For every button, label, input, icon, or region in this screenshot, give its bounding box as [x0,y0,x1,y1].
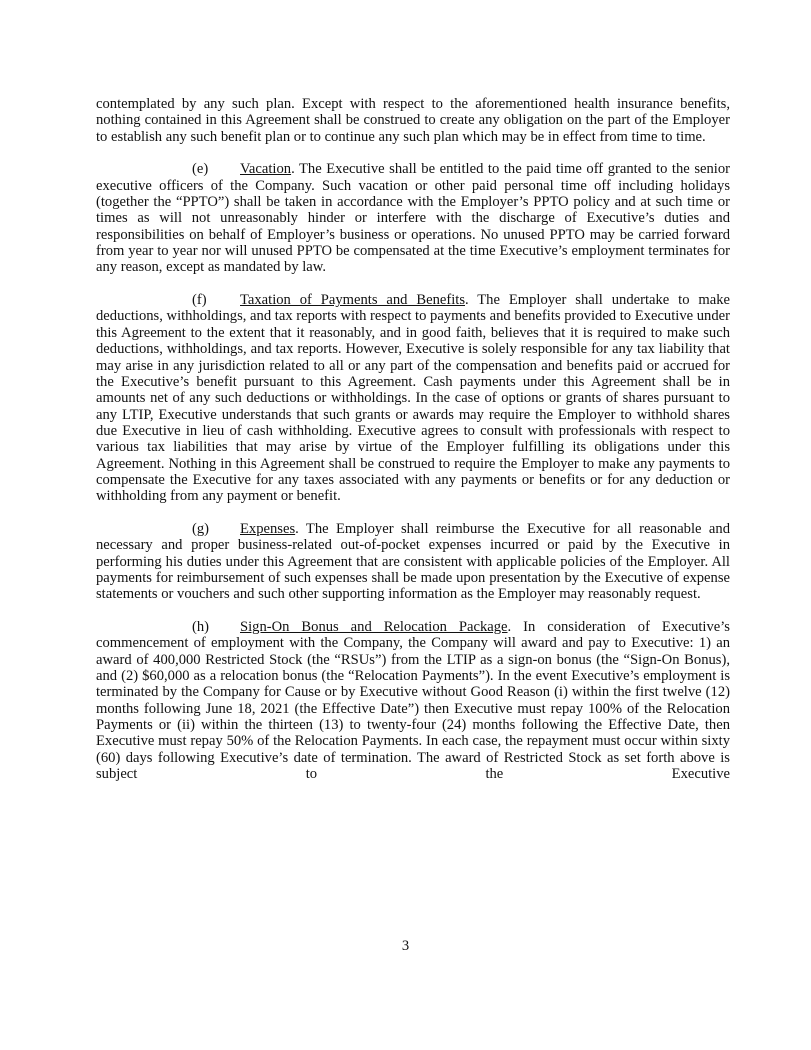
section-body: . The Employer shall reimburse the Executive for all reasonable and necessary and proper business-related out-of-pocket expenses incurred or paid by the Executive in performing his duties under this Agreement that are consistent with applicable policies of the Employer. All payments for reimbursement of such expenses shall be made upon presentation by the Executive of expense statements or vouchers and such other supporting information as the Employer may reasonably request. [96,520,730,603]
section-g-expenses [96,521,730,603]
section-e-vacation [96,161,730,275]
section-h-sign-on-bonus [96,619,730,782]
section-title: Taxation of Payments and Benefits [240,292,465,309]
section-body: . The Employer shall undertake to make deductions, withholdings, and tax reports with respect to payments and benefits provided to Executive under this Agreement to the extent that it reasonably, and in good faith, believes that it is required to make such deductions, withholdings, and tax reports. However, Executive is solely responsible for any tax liability that may arise in any jurisdiction related to all or any part of the compensation and benefits paid or accrued for the Executive’s benefit pursuant to this Agreement. Cash payments under this Agreement shall be in amounts net of any such deductions or withholdings. In the case of options or grants of shares pursuant to any LTIP, Executive understands that such grants or awards may require the Employer to withhold shares due Executive in lieu of cash withholding. Executive agrees to consult with professionals with respect to various tax liabilities that may arise by virtue of the Employer fulfilling its obligations under this Agreement. Nothing in this Agreement shall be construed to require the Employer to make any payments to compensate the Executive for any taxes associated with any payments or benefits or for any deduction or withholding from any payment or benefit. [96,292,730,505]
section-number: (e) [192,161,209,178]
section-body: . The Executive shall be entitled to the paid time off granted to the senior executive officers of the Company. Such vacation or other paid personal time off including holidays (together the “PPTO”) shall be taken in accordance with the Employer’s PPTO policy and at such time or times as will not unreasonably hinder or interfere with the discharge of Executive’s duties and responsibilities on behalf of Employer’s business or operations. No unused PPTO may be carried forward from year to year nor will unused PPTO be compensated at the time Executive’s employment terminates for any reason, except as mandated by law. [96,161,730,276]
section-title: Vacation [240,161,292,178]
document-page [96,96,730,799]
section-number: (g) [192,520,210,537]
section-number: (f) [192,292,207,309]
intro-paragraph: contemplated by any such plan. Except with respect to the aforementioned health insurance benefits, nothing contained in this Agreement shall be construed to create any obligation on the part of the Employer to establish any such benefit plan or to continue any such plan which may be in effect from time to time. [96,96,730,145]
section-title: Expenses [240,520,296,537]
section-title: Sign-On Bonus and Relocation Package [240,619,508,635]
section-number: (h) [192,619,210,635]
section-f-taxation [96,292,730,504]
section-body: . In consideration of Executive’s commencement of employment with the Company, the Company will award and pay to Executive: 1) an award of 400,000 Restricted Stock (the “RSUs”) from the LTIP as a sign-on bonus (the “Sign-On Bonus), and (2) $60,000 as a relocation bonus (the “Relocation Payments”). In the event Executive’s employment is terminated by the Company for Cause or by Executive without Good Reason (i) within the first twelve (12) months following June 18, 2021 (the Effective Date”) then Executive must repay 100% of the Relocation Payments or (ii) within the thirteen (13) to twenty-four (24) months following the Effective Date, then Executive must repay 50% of the Relocation Payments. In each case, the repayment must occur within sixty (60) days following Executive’s date of termination. The award of Restricted Stock as set forth above is subject to the Executive [96,619,730,783]
page-number: 3 [401,938,410,954]
